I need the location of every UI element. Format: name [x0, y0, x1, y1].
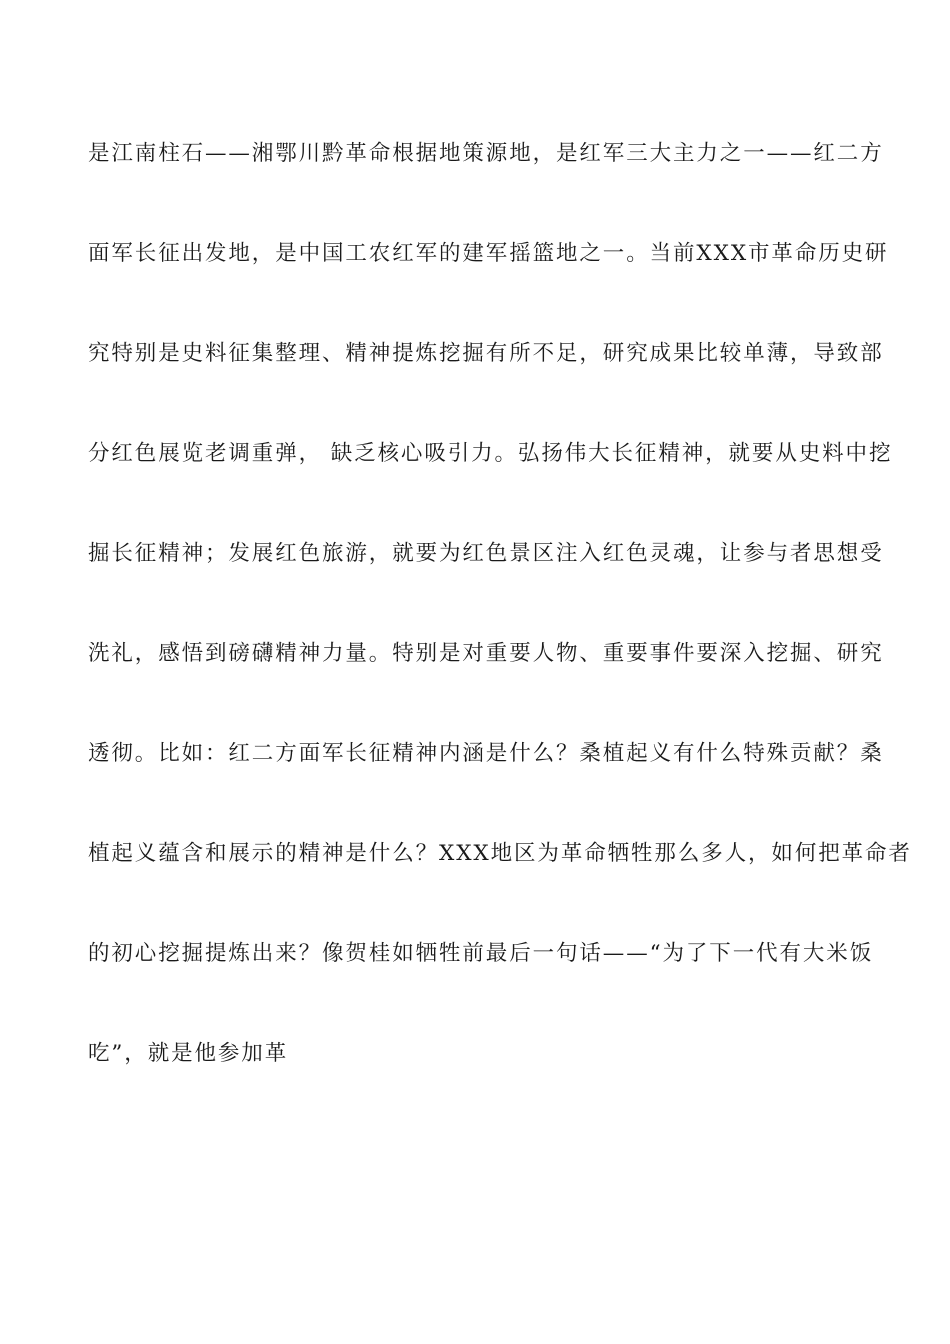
- text-line-6: 洗礼，感悟到磅礴精神力量。特别是对重要人物、重要事件要深入挖掘、研究: [88, 641, 884, 666]
- text-line-2: 面军长征出发地，是中国工农红军的建军摇篮地之一。当前XXX市革命历史研: [88, 241, 889, 266]
- text-line-10: 吃”，就是他参加革: [88, 1041, 289, 1066]
- text-line-4: 分红色展览老调重弹， 缺乏核心吸引力。弘扬伟大长征精神，就要从史料中挖: [88, 441, 893, 466]
- text-line-8: 植起义蕴含和展示的精神是什么？XXX地区为革命牺牲那么多人，如何把革命者: [88, 841, 912, 866]
- body-paragraph: [88, 134, 912, 1134]
- text-line-3: 究特别是史料征集整理、精神提炼挖掘有所不足，研究成果比较单薄，导致部: [88, 341, 884, 366]
- text-line-9: 的初心挖掘提炼出来？像贺桂如牺牲前最后一句话——“为了下一代有大米饭: [88, 941, 874, 966]
- text-line-5: 掘长征精神；发展红色旅游，就要为红色景区注入红色灵魂，让参与者思想受: [88, 541, 884, 566]
- text-line-7: 透彻。比如：红二方面军长征精神内涵是什么？桑植起义有什么特殊贡献？桑: [88, 741, 884, 766]
- text-line-1: 是江南柱石——湘鄂川黔革命根据地策源地，是红军三大主力之一——红二方: [88, 141, 884, 166]
